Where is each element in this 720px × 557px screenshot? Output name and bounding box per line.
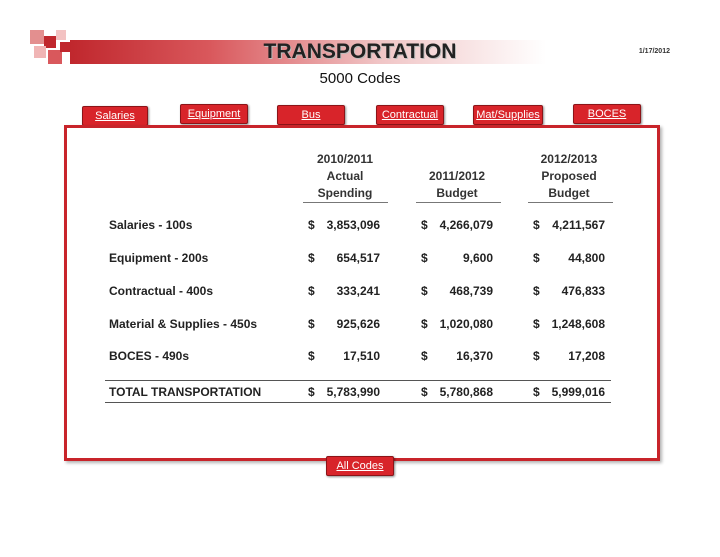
cell-total: $ 5,783,990 — [308, 385, 380, 399]
cell-value: $ 1,248,608 — [533, 317, 605, 331]
column-rule — [416, 202, 501, 203]
tab-boces[interactable]: BOCES — [573, 104, 641, 124]
row-label-boces: BOCES - 490s — [109, 349, 190, 363]
cell-value: $ 17,208 — [533, 349, 605, 363]
total-bottom-rule — [105, 402, 611, 403]
cell-value: $ 17,510 — [308, 349, 380, 363]
cell-value: $ 925,626 — [308, 317, 380, 331]
cell-value: $ 16,370 — [421, 349, 493, 363]
cell-value: $ 9,600 — [421, 251, 493, 265]
row-label-salaries: Salaries - 100s — [109, 218, 193, 232]
tab-salaries[interactable]: Salaries — [82, 106, 148, 126]
cell-value: $ 468,739 — [421, 284, 493, 298]
tab-bus-purchase[interactable]: Bus — [277, 105, 345, 125]
cell-value: $ 333,241 — [308, 284, 380, 298]
column-header-2010-2011: 2010/2011 Actual Spending — [316, 152, 374, 200]
column-rule — [528, 202, 613, 203]
row-label-equipment: Equipment - 200s — [109, 251, 209, 265]
tab-mat-supplies[interactable]: Mat/Supplies — [473, 105, 543, 125]
row-label-total: TOTAL TRANSPORTATION — [109, 385, 262, 399]
page-title: TRANSPORTATION — [263, 40, 457, 63]
tab-contractual[interactable]: Contractual — [376, 105, 444, 125]
tab-equipment[interactable]: Equipment — [180, 104, 248, 124]
column-header-2012-2013: 2012/2013 Proposed Budget — [540, 152, 598, 200]
column-header-2011-2012: 2011/2012 Budget — [428, 169, 486, 200]
slide-date: 1/17/2012 — [638, 48, 670, 55]
column-rule — [303, 202, 388, 203]
cell-value: $ 476,833 — [533, 284, 605, 298]
cell-total: $ 5,999,016 — [533, 385, 605, 399]
cell-total: $ 5,780,868 — [421, 385, 493, 399]
row-label-contractual: Contractual - 400s — [109, 284, 214, 298]
cell-value: $ 654,517 — [308, 251, 380, 265]
row-label-material-supplies: Material & Supplies - 450s — [109, 317, 258, 331]
all-codes-button[interactable]: All Codes — [326, 456, 394, 476]
cell-value: $ 4,211,567 — [533, 218, 605, 232]
cell-value: $ 4,266,079 — [421, 218, 493, 232]
cell-value: $ 44,800 — [533, 251, 605, 265]
page-subtitle: 5000 Codes — [319, 70, 401, 87]
total-top-rule — [105, 380, 611, 381]
cell-value: $ 3,853,096 — [308, 218, 380, 232]
cell-value: $ 1,020,080 — [421, 317, 493, 331]
